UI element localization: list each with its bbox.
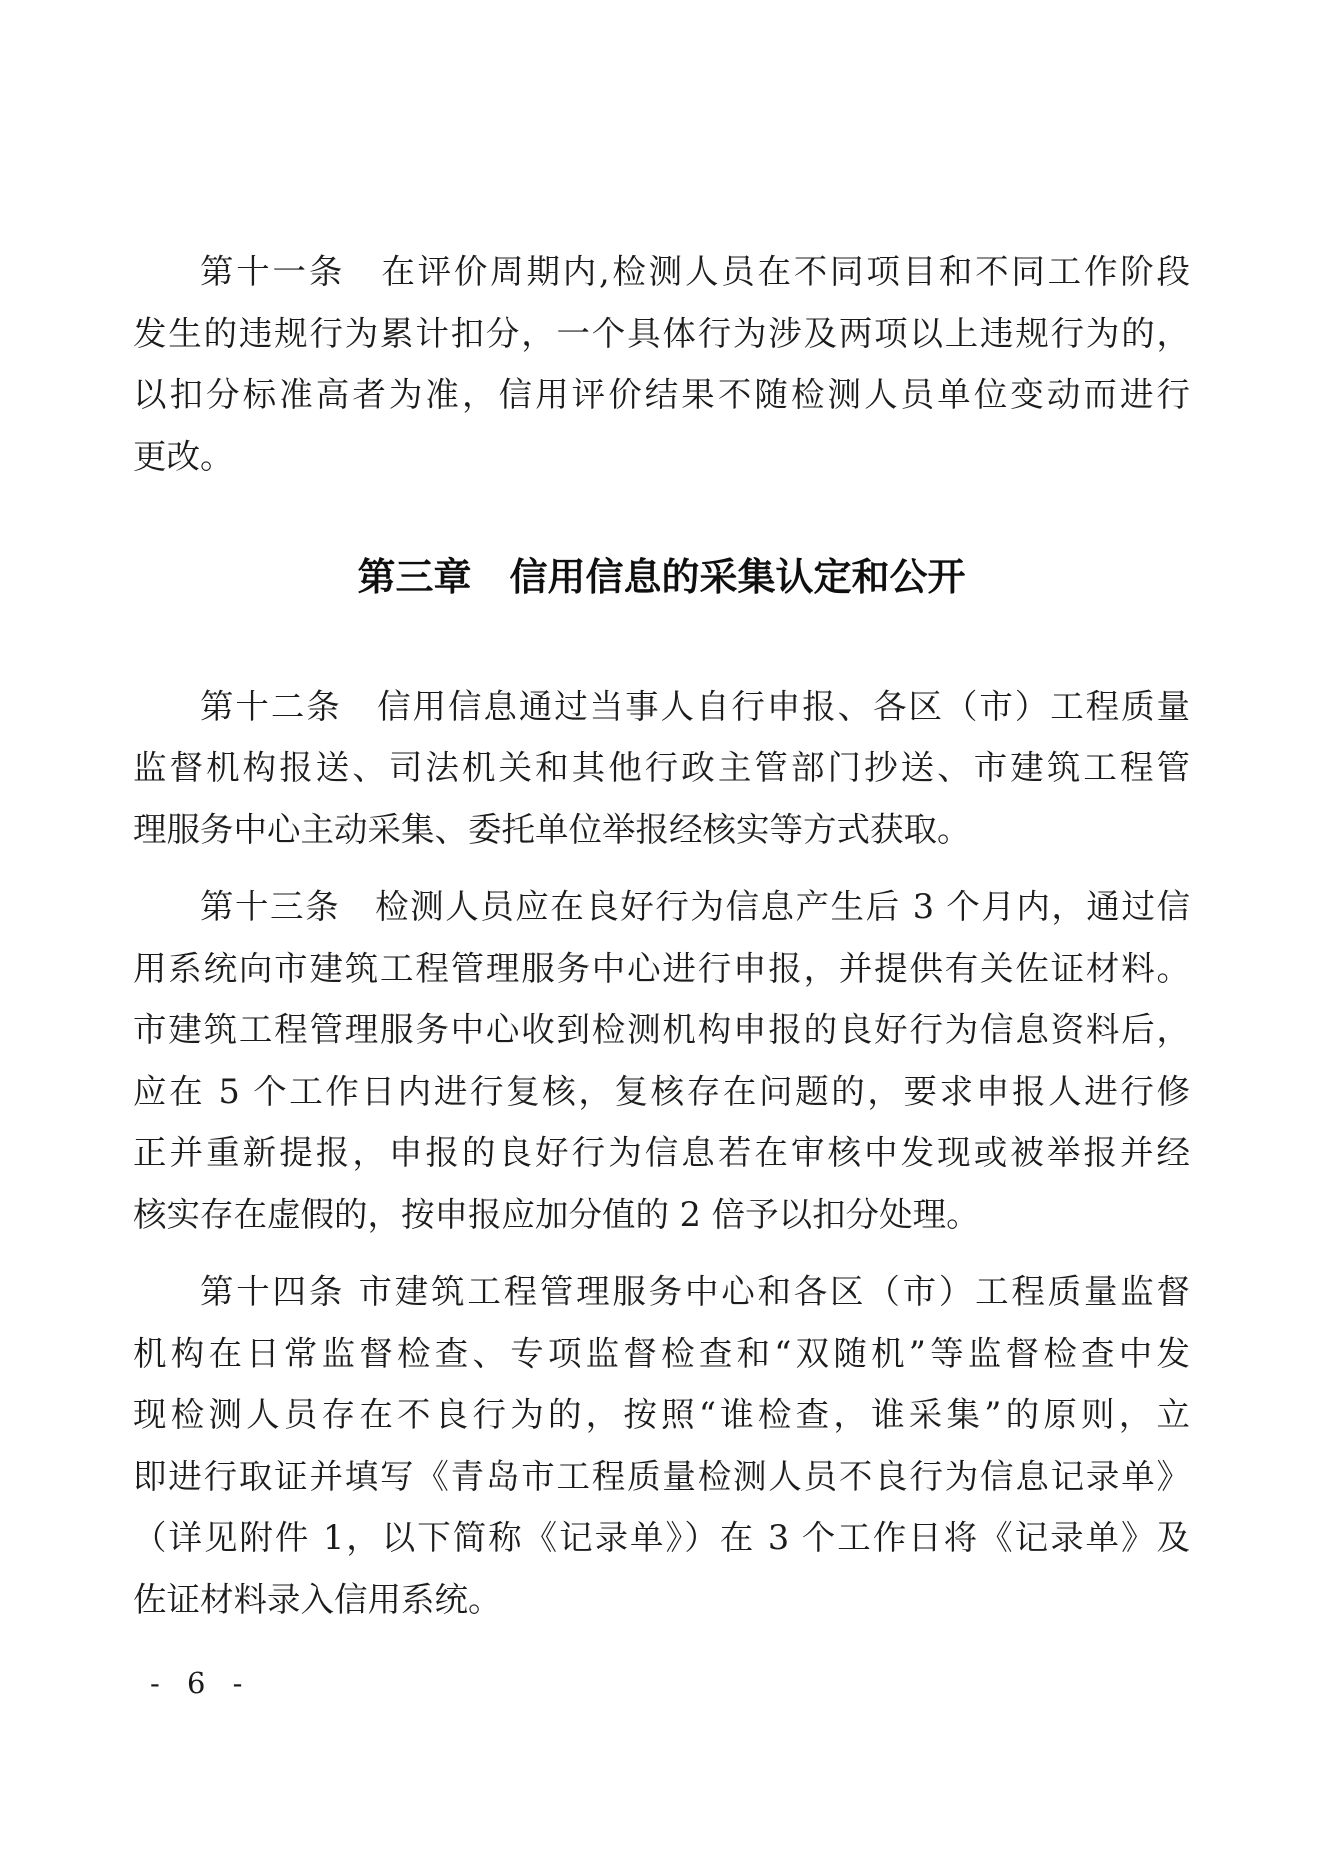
body-line: 佐证材料录入信用系统。 [133, 1579, 502, 1619]
body-line: 第十四条 市建筑工程管理服务中心和各区（市）工程质量监督 [200, 1272, 1190, 1311]
body-line: 核实存在虚假的，按申报应加分值的 2 倍予以扣分处理。 [133, 1194, 980, 1234]
body-line: 即进行取证并填写《青岛市工程质量检测人员不良行为信息记录单》 [133, 1456, 1190, 1496]
body-line: 应在 5 个工作日内进行复核，复核存在问题的，要求申报人进行修 [133, 1071, 1190, 1111]
body-line: 监督机构报送、司法机关和其他行政主管部门抄送、市建筑工程管 [133, 748, 1190, 787]
body-line: 发生的违规行为累计扣分，一个具体行为涉及两项以上违规行为的， [133, 313, 1190, 353]
body-line: 市建筑工程管理服务中心收到检测机构申报的良好行为信息资料后， [133, 1010, 1190, 1049]
body-line: 用系统向市建筑工程管理服务中心进行申报，并提供有关佐证材料。 [133, 948, 1190, 988]
body-line: 机构在日常监督检查、专项监督检查和“双随机”等监督检查中发 [133, 1333, 1190, 1373]
document-body [133, 241, 1190, 1646]
body-line: 以扣分标准高者为准，信用评价结果不随检测人员单位变动而进行 [133, 375, 1190, 414]
body-line: 第十二条 信用信息通过当事人自行申报、各区（市）工程质量 [200, 686, 1190, 726]
body-line: 第十三条 检测人员应在良好行为信息产生后 3 个月内，通过信 [200, 887, 1190, 926]
chapter-heading: 第三章 信用信息的采集认定和公开 [357, 557, 966, 599]
body-line: 第十一条 在评价周期内,检测人员在不同项目和不同工作阶段 [200, 252, 1190, 291]
body-line: （详见附件 1，以下简称《记录单》）在 3 个工作日将《记录单》及 [133, 1518, 1190, 1557]
page-number: - 6 - [150, 1666, 252, 1700]
body-line: 理服务中心主动采集、委托单位举报经核实等方式获取。 [133, 809, 971, 849]
body-line: 现检测人员存在不良行为的，按照“谁检查，谁采集”的原则，立 [133, 1395, 1190, 1434]
body-line: 正并重新提报，申报的良好行为信息若在审核中发现或被举报并经 [133, 1133, 1190, 1172]
body-line: 更改。 [133, 436, 234, 476]
